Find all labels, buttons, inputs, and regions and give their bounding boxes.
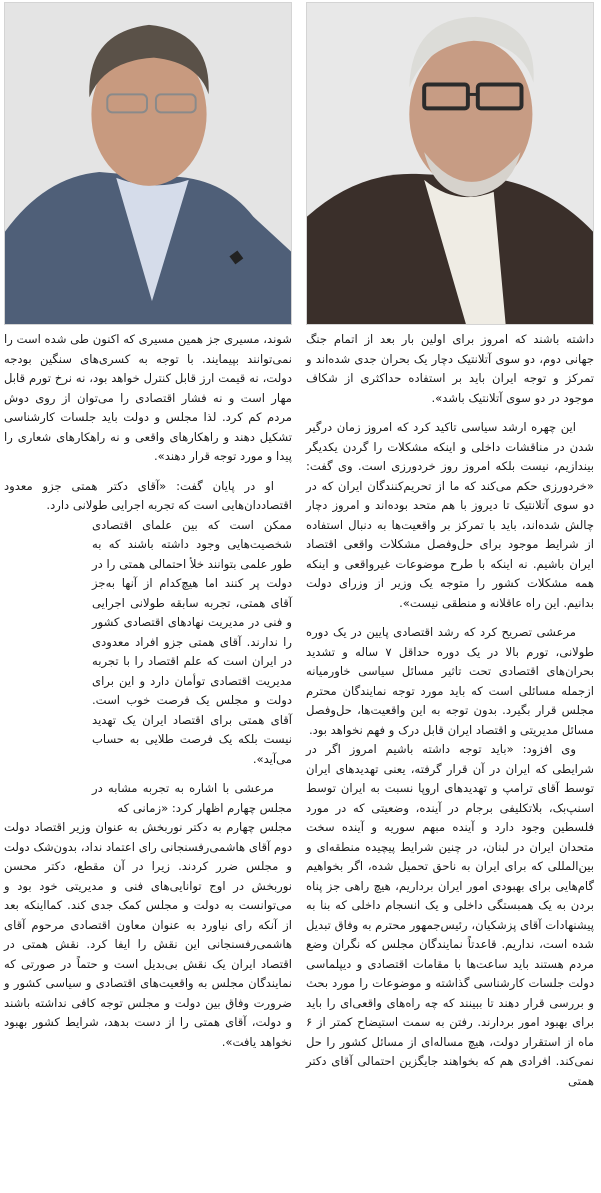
- article-paragraph: این چهره ارشد سیاسی تاکید کرد که امروز زمان درگیر شدن در مناقشات داخلی و اینکه مشکلات را گردن یکدیگر بیندازیم، نیست بلکه امروز روز خردورزی است. وی گفت: «خردورزی حکم می‌کند که ما از تحریم‌کنندگان ایران که در دو سوی آتلانتیک تا دیروز با هم متحد بوده‌اند و امروز دچار چالش شده‌اند، باید با تمرکز بر واقعیت‌ها به دنبال استفاده از شرایط موجود برای حل‌وفصل مشکلات واقعی اقتصاد ایران باشیم. نه اینکه با طرح موضوعات غیرواقعی و اینکه همه مشکلات کشور را متوجه یک وزیر از وزرای دولت بدانیم. این راه عاقلانه و منطقی نیست».: [306, 420, 594, 610]
- article-paragraph: ممکن است که بین علمای اقتصادی شخصیت‌هایی وجود داشته باشند که به طور علمی بتوانند خلأ احتمالی همتی را در دولت پر کنند اما هیچ‌کدام از آنها به‌جز آقای همتی، تجربه سابقه طولانی اجرایی و فنی در مدیریت نهادهای اقتصادی کشور را ندارند. آقای همتی جزو افراد معدودی در ایران است که علم اقتصاد را با تجربه مدیریت اقتصادی توأمان دارد و این برای دولت و مجلس یک فرصت خوب است. آقای همتی برای اقتصاد ایران یک تهدید نیست بلکه یک فرصت طلایی به حساب می‌آید».: [92, 517, 292, 766]
- article-paragraph: شوند، مسیری جز همین مسیری که اکنون طی شده است را نمی‌توانند بپیمایند. با توجه به کسری‌های سنگین بودجه دولت، نه قیمت ارز قابل کنترل خواهد بود، نه نرخ تورم قابل مهار است و نه فشار اقتصادی را می‌توان از روی دوش مردم کم کرد. لذا مجلس و دولت باید جلسات کارشناسی تشکیل دهند و راهکارهای واقعی و نه راهکارهای شعاری را پیدا و مورد توجه قرار دهند».: [4, 332, 292, 463]
- article-paragraph: داشته باشند که امروز برای اولین بار بعد از اتمام جنگ جهانی دوم، دو سوی آتلانتیک دچار یک بحران جدی شده‌اند و تمرکز و توجه ایران باید بر استفاده حداکثری از شکاف موجود در دو سوی آتلانتیک باشد».: [306, 332, 594, 405]
- article-paragraph: او در پایان گفت: «آقای دکتر همتی جزو معدود اقتصاددان‌هایی است که تجربه اجرایی طولانی دارد.: [4, 478, 292, 512]
- article-paragraph: مرعشی با اشاره به تجربه مشابه در مجلس چهارم اظهار کرد: «زمانی که: [92, 781, 292, 815]
- article-column-left: [4, 330, 292, 1052]
- portrait-photo-right: [306, 2, 594, 325]
- article-column-right: [306, 330, 594, 1091]
- article-paragraph: مجلس چهارم به دکتر نوربخش به عنوان وزیر اقتصاد دولت دوم آقای هاشمی‌رفسنجانی رای اعتماد نداد، بدون‌شک دولت و مجلس ضرر کردند. زیرا در آن مقطع، دکتر محسن نوربخش در اوج توانایی‌های فنی و مدیریتی خود بود و می‌توانست به دولت و مجلس کمک جدی کند. کمااینکه بعد از آنکه رای نیاورد به عنوان معاون اقتصادی مرحوم آقای هاشمی‌رفسنجانی این نقش را ایفا کرد. نقش همتی در اقتصاد ایران یک نقش بی‌بدیل است و حتماً در صورتی که نمایندگان مجلس به واقعیت‌های اقتصادی و سیاسی کشور و ضرورت وفاق بین دولت و مجلس توجه کافی نداشته باشند و دولت، آقای همتی را از دست بدهد، شرایط کشور بهبود نخواهد یافت».: [4, 820, 292, 1049]
- article-paragraph: وی افزود: «باید توجه داشته باشیم امروز اگر در شرایطی که ایران در آن قرار گرفته، یعنی تهدیدهای ایران توسط آقای ترامپ و تهدیدهای اروپا نسبت به ایران توسط اسنپ‌بک، بلاتکلیفی برجام در آینده، وضعیتی که در مورد فلسطین وجود دارد و آینده مبهم سوریه و آینده سخت متحدان ایران در لبنان، در چنین شرایط پیچیده منطقه‌ای و بین‌المللی که برای ایران به ناحق تحمیل شده، اگر بخواهیم گام‌هایی برای بهبودی امور ایران برداریم، هیچ راهی جز پناه بردن به یک همبستگی داخلی و یک انسجام داخلی که بنا به پیشنهادات آقای پزشکیان، رئیس‌جمهور محترم به وفاق تبدیل شده است، نداریم. قاعدتاً نمایندگان مجلس که نگران وضع مردم هستند باید ساعت‌ها با مقامات اقتصادی و دیپلماسی دولت جلسات کارشناسی گذاشته و موضوعات را مورد بحث و بررسی قرار دهند تا ببینند که چه راه‌های واقعی‌ای را باید برای بهبود امور بردارند. رفتن به سمت استیضاح کمتر از ۶ ماه از استقرار دولت، هیچ مساله‌ای از مسائل کشور را حل نمی‌کند. افرادی هم که بخواهند جایگزین احتمالی آقای دکتر همتی: [306, 742, 594, 1088]
- article-paragraph: مرعشی تصریح کرد که رشد اقتصادی پایین در یک دوره طولانی، تورم بالا در یک دوره حداقل ۷ ساله و تشدید بحران‌های اقتصادی تحت تاثیر مسائل سیاسی خاورمیانه ازجمله مسائلی است که باید مورد توجه نمایندگان محترم مجلس قرار بگیرد. بدون توجه به این واقعیت‌ها، حل‌وفصل مسائل مدیریتی و اقتصاد ایران قابل درک و فهم نخواهد بود.: [306, 625, 595, 737]
- portrait-photo-left: [4, 2, 292, 325]
